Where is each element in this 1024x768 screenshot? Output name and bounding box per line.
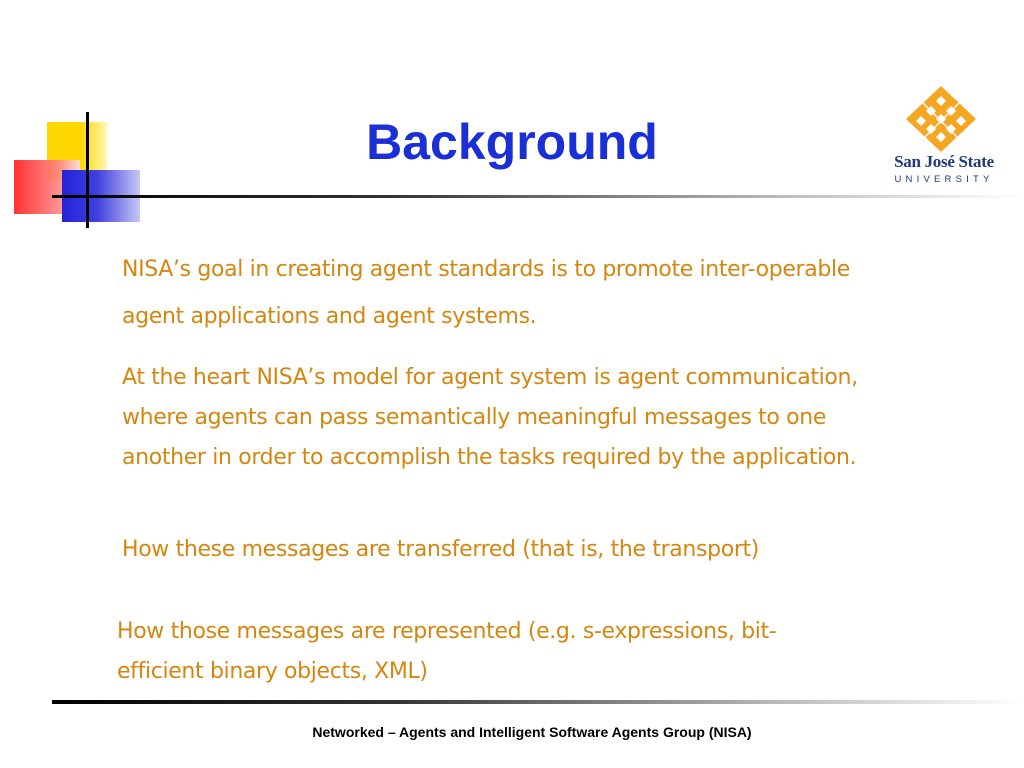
paragraph-line: efficient binary objects, XML) [117, 659, 428, 684]
paragraph-line: another in order to accomplish the tasks required by the application. [122, 445, 857, 470]
title-divider [52, 195, 1024, 198]
university-subtitle: UNIVERSITY [894, 174, 994, 185]
paragraph-line: where agents can pass semantically meaningful messages to one [122, 405, 827, 430]
paragraph-line: How those messages are represented (e.g. s-expressions, bit- [117, 619, 777, 644]
university-name: San José State [894, 152, 994, 171]
paragraph-line: NISA’s goal in creating agent standards is to promote inter-operable [122, 257, 850, 282]
body-paragraph-goal [122, 246, 850, 340]
body-paragraph-transport [122, 530, 759, 570]
paragraph-line: How these messages are transferred (that is, the transport) [122, 537, 760, 562]
body-paragraph-representation [117, 612, 776, 692]
university-logo [884, 86, 1004, 190]
slide-footer: Networked – Agents and Intelligent Software Agents Group (NISA) [312, 724, 752, 740]
body-paragraph-communication [122, 358, 858, 478]
paragraph-line: agent applications and agent systems. [122, 304, 537, 329]
footer-divider [52, 700, 1024, 704]
slide-title: Background [366, 114, 658, 170]
sjsu-diamond-lattice-icon [906, 86, 976, 152]
paragraph-line: At the heart NISA’s model for agent system is agent communication, [122, 365, 858, 390]
